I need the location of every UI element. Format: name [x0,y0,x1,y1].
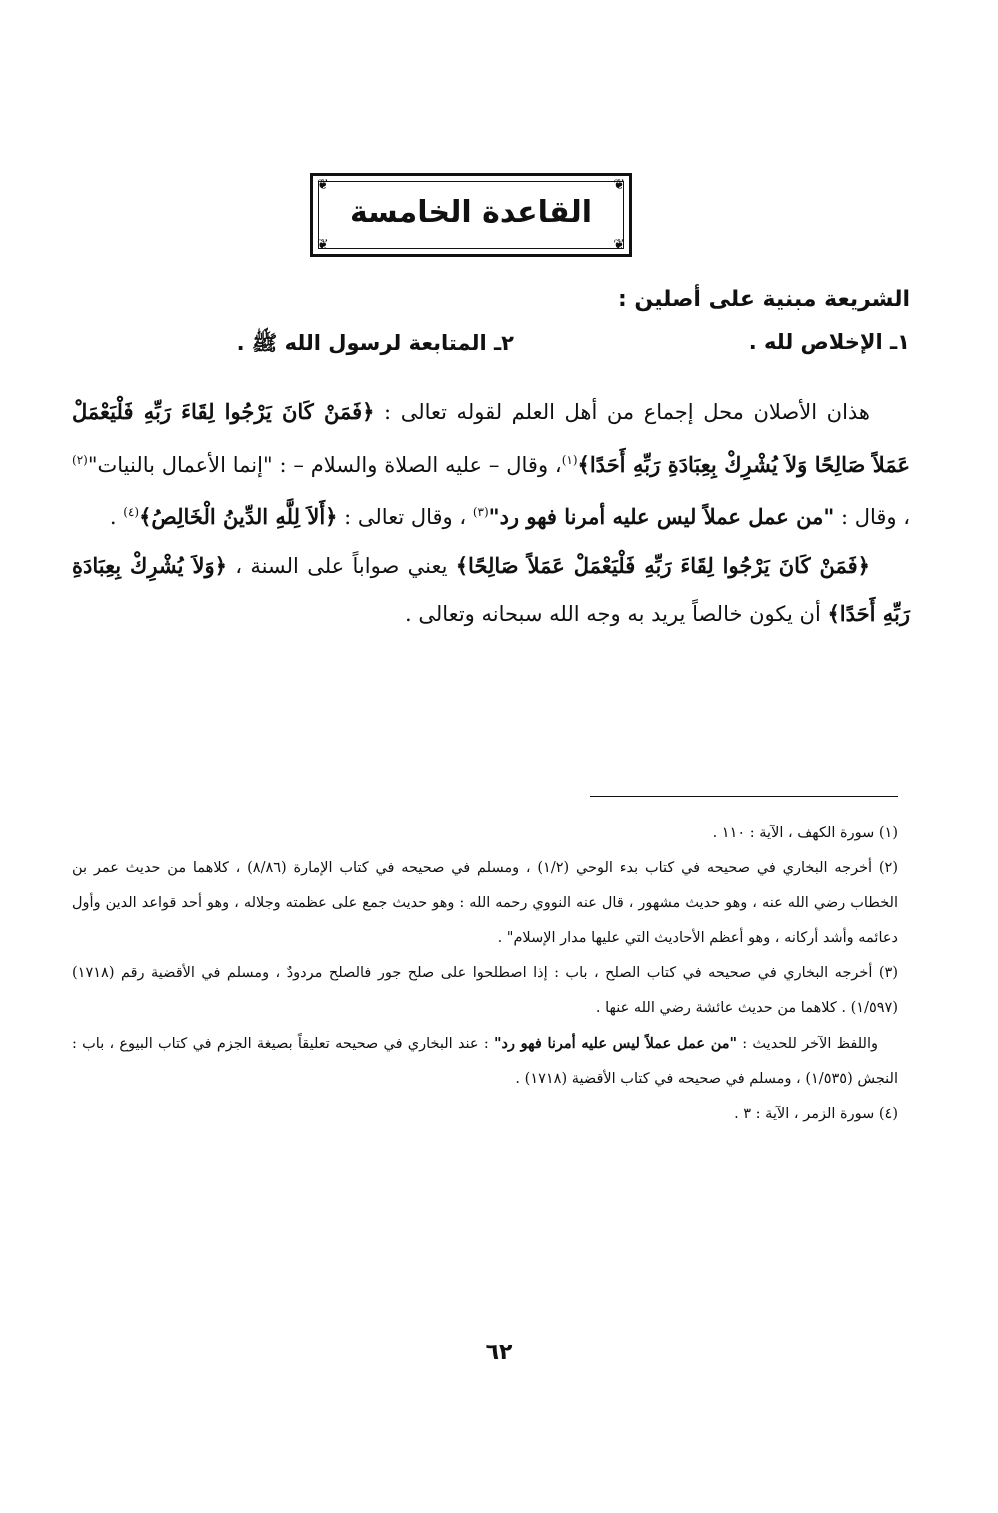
footnote-1: (١) سورة الكهف ، الآية : ١١٠ . [712,825,898,841]
footnote-3: (٣) أخرجه البخاري في صحيحه في كتاب الصلح ، باب : إذا اصطلحوا على صلح جور فالصلح مردودٌ ، ومسلم في الأقضية رقم (١٧١٨) (١/٥٩٧) . كلاهما من حديث عائشة رضي الله عنها . [72,965,898,1016]
footnotes [72,816,898,1132]
corner-ornament-icon: ❦ [317,177,329,193]
corner-ornament-icon: ❦ [613,237,625,253]
quran-verse: ﴿فَمَنْ كَانَ يَرْجُوا لِقَاءَ رَبِّهِ فَلْيَعْمَلْ عَمَلاً صَالِحًا﴾ [455,552,870,578]
text-run: : عند البخاري في صحيحه تعليقاً بصيغة الجزم في كتاب البيوع ، باب : النجش (١/٥٣٥) ، ومسلم في صحيحه في كتاب الأقضية (١٧١٨) . [72,1036,898,1087]
principle-1: ١ـ الإخلاص لله . [748,330,910,354]
hadith-quote: "إنما الأعمال بالنيات" [87,452,273,477]
corner-ornament-icon: ❦ [613,177,625,193]
footnote-3-continued [72,1026,898,1097]
quran-verse: ﴿فَمَنْ كَانَ يَرْجُوا لِقَاءَ رَبِّهِ فَلْيَعْمَلْ عَمَلاً صَالِحًا وَلاَ يُشْرِكْ بِعِبَادَةِ رَبِّهِ أَحَدًا﴾ [72,399,910,477]
text-run: أن يكون خالصاً يريد به وجه الله سبحانه وتعالى . [405,602,828,626]
body-text [72,388,910,639]
principles-list [80,330,910,366]
quran-verse: ﴿أَلاَ لِلَّهِ الدِّينُ الْخَالِصُ﴾ [139,504,338,529]
footnote-ref: (٣) [472,505,489,519]
section-heading: الشريعة مبنية على أصلين : [617,287,910,312]
hadith-quote: "من عمل عملاً ليس عليه أمرنا فهو رد" [488,504,835,529]
footnote-ref: (٢) [72,452,88,467]
footnote-ref: (١) [561,452,578,467]
text-run: يعني صواباً على السنة ، [226,553,456,578]
principle-2: ٢ـ المتابعة لرسول الله ﷺ . [236,331,514,355]
text-run: واللفظ الآخر للحديث : [737,1036,878,1052]
text-run: . [109,505,124,529]
footnote-2: (٢) أخرجه البخاري في صحيحه في كتاب بدء الوحي (١/٢) ، ومسلم في صحيحه في كتاب الإمارة (٨/٨٦) ، كلاهما من حديث عمر بن الخطاب رضي الله عنه ، وهو حديث مشهور ، قال عنه النووي رحمه الله : وهو حديث جمع على عظمته وجلاله ، وهو أحد قواعد الدين وأول دعائمه وأشد أركانه ، وهو أعظم الأحاديث التي عليها مدار الإسلام" . [72,860,898,946]
footnote-divider [590,796,898,797]
quran-verse: ﴿وَلاَ يُشْرِكْ بِعِبَادَةِ رَبِّهِ أَحَدًا﴾ [72,552,910,626]
hadith-quote: "من عمل عملاً ليس عليه أمرنا فهو رد" [493,1035,738,1052]
text-run: هذان الأصلان محل إجماع من أهل العلم لقوله تعالى : [374,400,870,424]
page-number: ٦٢ [485,1340,513,1365]
paragraph-2 [72,542,910,639]
page-title: القاعدة الخامسة [349,195,593,230]
footnote-4: (٤) سورة الزمر ، الآية : ٣ . [734,1106,898,1122]
text-run: ، وقال تعالى : [337,505,473,529]
text-run: ، وقال : [834,505,910,529]
corner-ornament-icon: ❦ [317,237,329,253]
footnote-ref: (٤) [123,505,140,519]
paragraph-1 [72,388,910,542]
text-run: ، وقال – عليه الصلاة والسلام – : [272,452,562,477]
title-frame [310,173,632,257]
